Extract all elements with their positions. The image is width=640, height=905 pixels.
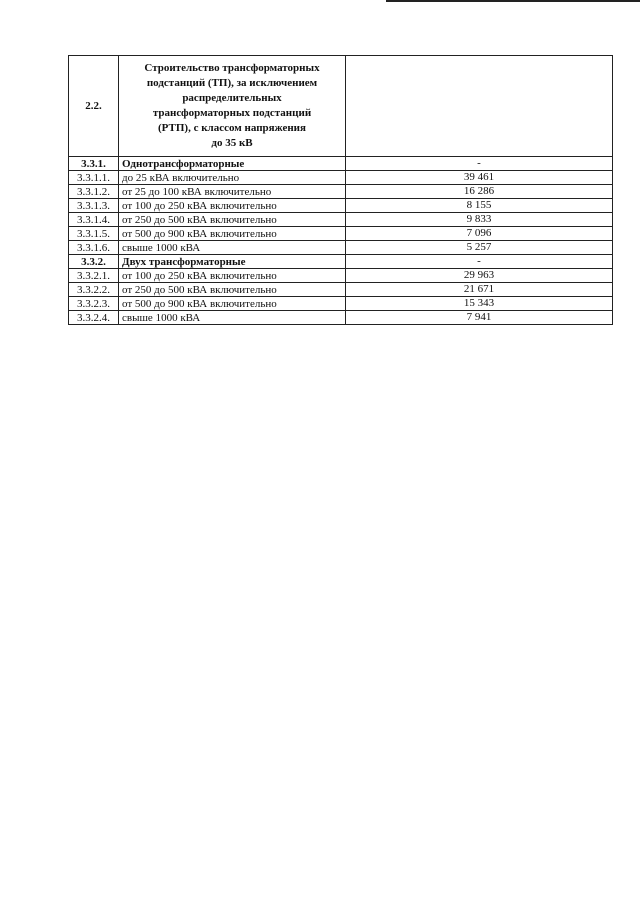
row-number: 3.3.1.6. bbox=[69, 241, 119, 255]
table-row bbox=[69, 157, 613, 171]
table-row bbox=[69, 297, 613, 311]
row-value: - bbox=[346, 157, 613, 171]
row-value: 7 096 bbox=[346, 227, 613, 241]
table-row bbox=[69, 255, 613, 269]
row-number: 3.3.2.3. bbox=[69, 297, 119, 311]
header-title-line: (РТП), с классом напряжения bbox=[158, 122, 306, 134]
table-row bbox=[69, 213, 613, 227]
header-title-line: Строительство трансформаторных bbox=[144, 62, 320, 74]
row-number: 3.3.1.2. bbox=[69, 185, 119, 199]
header-value-cell bbox=[346, 56, 613, 157]
row-value: 8 155 bbox=[346, 199, 613, 213]
row-name: от 500 до 900 кВА включительно bbox=[119, 297, 346, 311]
table-row bbox=[69, 283, 613, 297]
row-name: от 250 до 500 кВА включительно bbox=[119, 283, 346, 297]
row-value: 9 833 bbox=[346, 213, 613, 227]
header-title-line: распределительных bbox=[182, 92, 282, 104]
table-row bbox=[69, 227, 613, 241]
row-value: 5 257 bbox=[346, 241, 613, 255]
row-number: 3.3.1.5. bbox=[69, 227, 119, 241]
table-row bbox=[69, 311, 613, 325]
table-row bbox=[69, 269, 613, 283]
row-name: свыше 1000 кВА bbox=[119, 241, 346, 255]
header-title-line: до 35 кВ bbox=[211, 137, 253, 149]
row-value: 29 963 bbox=[346, 269, 613, 283]
row-name: от 250 до 500 кВА включительно bbox=[119, 213, 346, 227]
row-name: от 100 до 250 кВА включительно bbox=[119, 269, 346, 283]
row-value: 7 941 bbox=[346, 311, 613, 325]
row-value: 21 671 bbox=[346, 283, 613, 297]
scan-edge-mark bbox=[386, 0, 640, 2]
row-name: от 25 до 100 кВА включительно bbox=[119, 185, 346, 199]
table-header-row bbox=[69, 56, 613, 157]
row-number: 3.3.2.2. bbox=[69, 283, 119, 297]
row-number: 3.3.1.3. bbox=[69, 199, 119, 213]
row-value: 15 343 bbox=[346, 297, 613, 311]
row-name: от 500 до 900 кВА включительно bbox=[119, 227, 346, 241]
row-value: 39 461 bbox=[346, 171, 613, 185]
row-value: - bbox=[346, 255, 613, 269]
row-number: 3.3.2. bbox=[69, 255, 119, 269]
table-row bbox=[69, 241, 613, 255]
header-title-line: подстанций (ТП), за исключением bbox=[146, 77, 318, 89]
row-number: 3.3.2.1. bbox=[69, 269, 119, 283]
table-row bbox=[69, 199, 613, 213]
row-number: 3.3.1.4. bbox=[69, 213, 119, 227]
row-name: свыше 1000 кВА bbox=[119, 311, 346, 325]
row-value: 16 286 bbox=[346, 185, 613, 199]
table-row bbox=[69, 171, 613, 185]
row-number: 3.3.2.4. bbox=[69, 311, 119, 325]
row-number: 3.3.1. bbox=[69, 157, 119, 171]
row-number: 3.3.1.1. bbox=[69, 171, 119, 185]
row-name: до 25 кВА включительно bbox=[119, 171, 346, 185]
header-title-line: трансформаторных подстанций bbox=[152, 107, 312, 119]
row-name: от 100 до 250 кВА включительно bbox=[119, 199, 346, 213]
row-name: Двух трансформаторные bbox=[119, 255, 346, 269]
header-number-cell: 2.2. bbox=[69, 56, 119, 157]
row-name: Однотрансформаторные bbox=[119, 157, 346, 171]
rates-table bbox=[68, 55, 613, 325]
header-title-cell bbox=[119, 56, 346, 157]
table-row bbox=[69, 185, 613, 199]
